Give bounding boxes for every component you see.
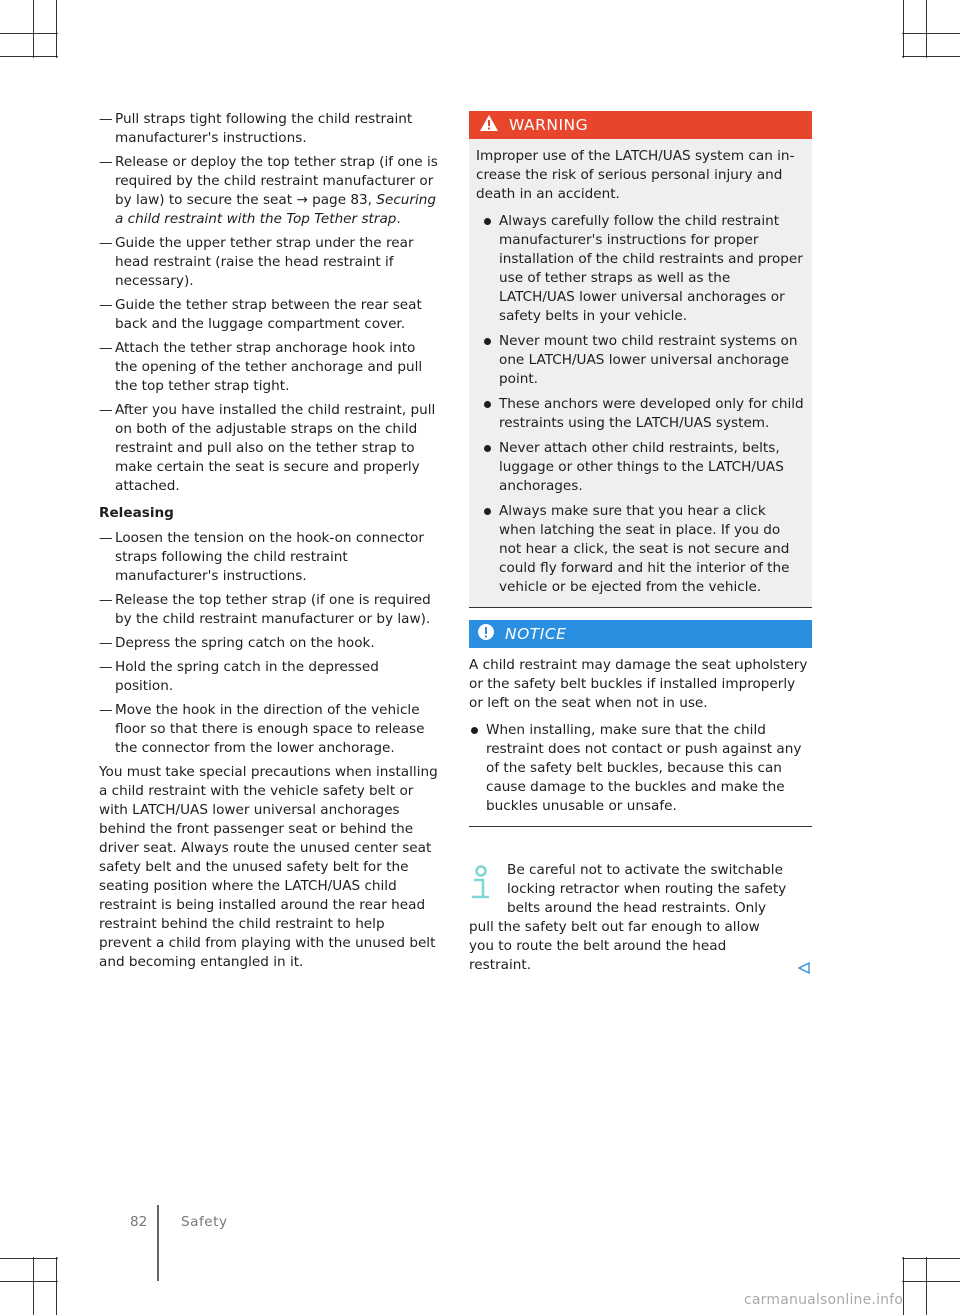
notice-body [469, 648, 812, 827]
left-column [99, 110, 439, 980]
notice-item: When installing, make sure that the child restraint does not contact or push against any of the safety belt buckles, because this can cause damage to the buckles and make the buckles unusable or unsafe. [469, 721, 812, 816]
warning-header [469, 111, 812, 139]
warning-item: Never mount two child restraint systems on one LATCH/UAS lower universal anchorage point. [476, 332, 805, 389]
right-column [469, 111, 812, 983]
warning-intro: Improper use of the LATCH/UAS system can increase the risk of serious personal injury and death in an accident. [476, 148, 795, 202]
crop-mark [0, 33, 58, 34]
page-number: 82 [130, 1214, 148, 1230]
warning-item: These anchors were developed only for child restraints using the LATCH/UAS system. [476, 395, 805, 433]
crop-mark [926, 0, 927, 58]
section-label: Safety [181, 1214, 228, 1230]
closing-paragraph: You must take special precautions when installing a child restraint with the vehicle safety belt or with LATCH/UAS lower universal anchorages behind the front passenger seat or behind the driver seat. Always route the unused center seat safety belt and the unused safety belt for the seating position where the LATCH/UAS child restraint is being installed around the rear head restraint behind the child restraint to help prevent a child from playing with the unused belt and becoming entangled in it. [99, 764, 438, 970]
warning-label: WARNING [509, 115, 589, 134]
crop-mark [33, 1257, 34, 1315]
release-step: — Release the top tether strap (if one is required by the child restraint manufacturer or by law). [99, 591, 439, 629]
step-item: — Pull straps tight following the child restraint manufacturer's instructions. [99, 110, 439, 148]
crop-mark [902, 1281, 960, 1282]
page-reference[interactable]: page 83, [307, 192, 377, 208]
notice-header [469, 620, 812, 648]
info-icon [469, 865, 493, 903]
reference-title[interactable]: Securing a child restraint with the Top Tether strap [115, 192, 437, 227]
warning-item: Always make sure that you hear a click when latching the seat in place. If you do not hear a click, the seat is not secure and could fly forward and hit the interior of the vehicle or be ejected from the vehicle. [476, 502, 805, 597]
crop-mark [902, 56, 960, 57]
crop-mark [56, 0, 57, 58]
step-item-with-reference: — Release or deploy the top tether strap (if one is required by the child restraint manufacturer or by law) to secure the seat → page 83, Securing a child restraint with the Top Tether strap. [99, 153, 439, 229]
crop-mark [903, 1257, 904, 1315]
crop-mark [33, 0, 34, 58]
notice-box [469, 620, 812, 827]
section-end-icon [798, 961, 810, 973]
release-step: — Loosen the tension on the hook-on connector straps following the child restraint manufacturer's instructions. [99, 529, 439, 586]
crop-mark [56, 1257, 57, 1315]
notice-label: NOTICE [505, 624, 567, 643]
release-step: — Hold the spring catch in the depressed position. [99, 658, 439, 696]
crop-mark [0, 56, 58, 57]
notice-intro: A child restraint may damage the seat upholstery or the safety belt buckles if installed improperly or left on the seat when not in use. [469, 657, 808, 711]
reference-arrow-icon: → [296, 192, 308, 208]
footer-divider [157, 1205, 159, 1281]
crop-mark [902, 1258, 960, 1259]
step-item: — Guide the tether strap between the rear seat back and the luggage compartment cover. [99, 296, 439, 334]
tip-text: Be careful not to activate the switchable locking retractor when routing the safety belts around the head restraints. Only pull the safety belt out far enough to allow you to route the belt around the head restraint. [469, 862, 787, 973]
warning-item: Never attach other child restraints, belts, luggage or other things to the LATCH/UAS anchorages. [476, 439, 805, 496]
watermark: carmanualsonline.info [744, 1292, 904, 1308]
section-heading-releasing: Releasing [99, 505, 174, 521]
crop-mark [0, 1258, 58, 1259]
tip-box [469, 861, 812, 975]
warning-item: Always carefully follow the child restraint manufacturer's instructions for proper installation of the child restraints and proper use of tether straps as well as the LATCH/UAS lower universal anchorages or safety belts in your vehicle. [476, 212, 805, 326]
crop-mark [902, 33, 960, 34]
exclamation-circle-icon [477, 623, 495, 646]
step-item: — Attach the tether strap anchorage hook into the opening of the tether anchorage and pull the top tether strap tight. [99, 339, 439, 396]
warning-body [469, 139, 812, 608]
step-item: — After you have installed the child restraint, pull on both of the adjustable straps on the child restraint and pull also on the tether strap to make certain the seat is secure and properly attached. [99, 401, 439, 496]
crop-mark [0, 1281, 58, 1282]
step-item: — Guide the upper tether strap under the rear head restraint (raise the head restraint if necessary). [99, 234, 439, 291]
release-step: — Depress the spring catch on the hook. [99, 634, 439, 653]
warning-triangle-icon [479, 114, 499, 137]
warning-box [469, 111, 812, 608]
crop-mark [926, 1257, 927, 1315]
release-step: — Move the hook in the direction of the vehicle floor so that there is enough space to release the connector from the lower anchorage. [99, 701, 439, 758]
crop-mark [903, 0, 904, 58]
